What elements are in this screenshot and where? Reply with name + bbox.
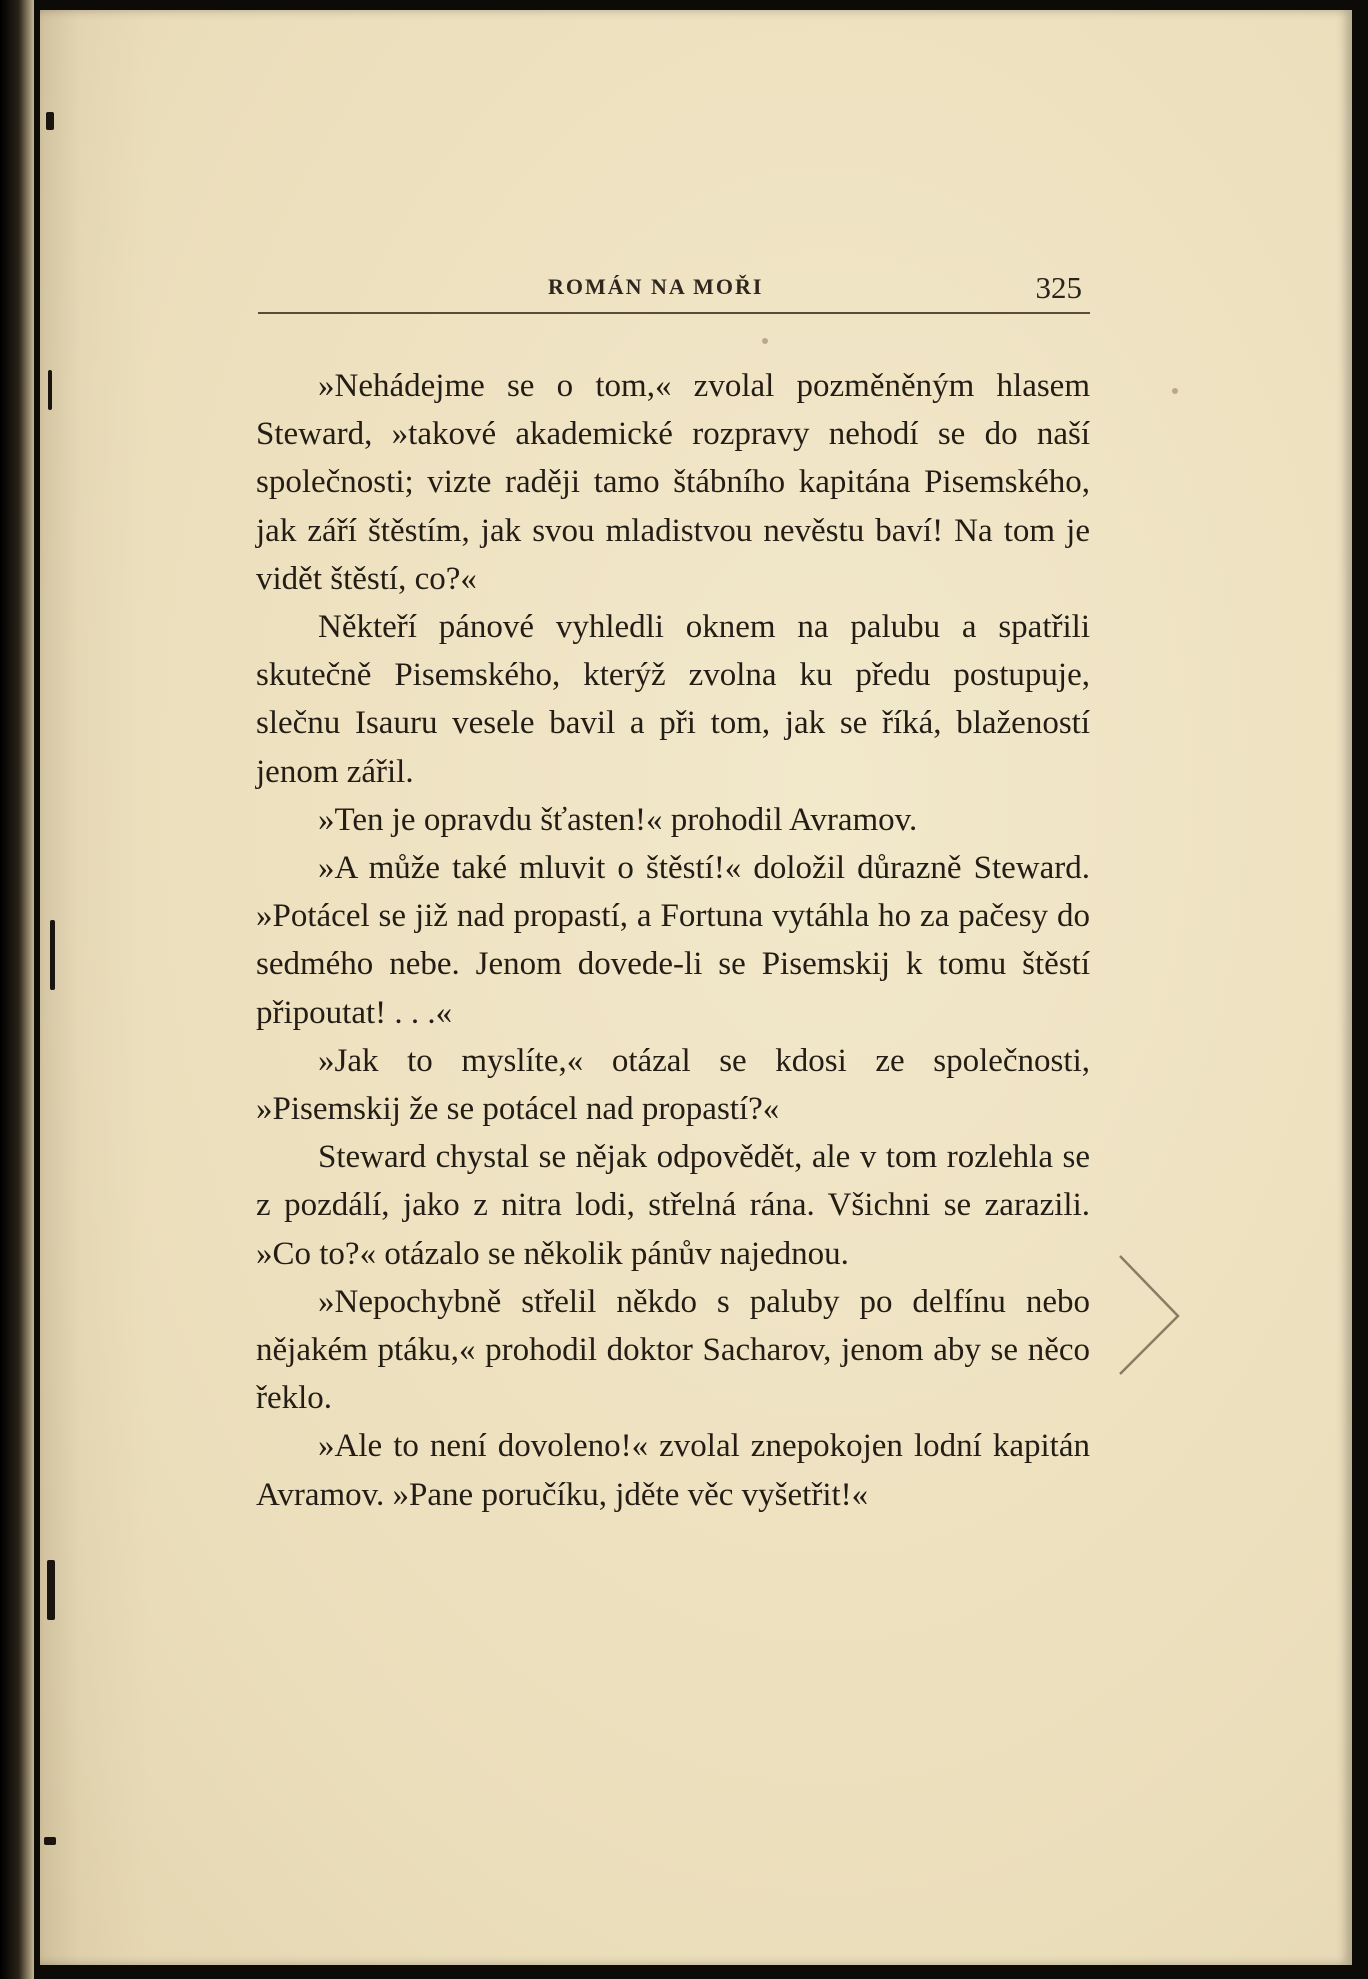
paragraph: »Ten je opravdu šťasten!« prohodil Avramov.: [318, 801, 918, 838]
paragraph: »Ale to není dovoleno!« zvolal znepokojen lodní kapitán Avramov. »Pane poručíku, jděte věc vyšetřit!«: [256, 1428, 1090, 1513]
paper-speck: [762, 338, 768, 344]
chevron-right-icon: [1110, 1250, 1190, 1380]
running-title: ROMÁN NA MOŘI: [548, 274, 764, 299]
body-text: [256, 362, 1090, 1519]
page-number: 325: [1035, 270, 1082, 305]
paper-speck: [1172, 388, 1178, 394]
paragraph: »Nepochybně střelil někdo s paluby po delfínu nebo nějakém ptáku,« prohodil doktor Sacharov, jenom aby se něco řeklo.: [256, 1283, 1090, 1417]
binding-mark: [48, 370, 52, 410]
binding-mark: [46, 112, 54, 130]
book-gutter: [0, 0, 34, 1979]
paragraph: Někteří pánové vyhledli oknem na palubu a spatřili skutečně Pisemského, kterýž zvolna ku předu postupuje, slečnu Isauru vesele bavil a při tom, jak se říká, blažeností jenom zářil.: [256, 609, 1090, 790]
paragraph: »Nehádejme se o tom,« zvolal pozměněným hlasem Steward, »takové akademické rozpravy nehodí se do naší společnosti; vizte raději tamo štábního kapitána Pisemského, jak září štěstím, jak svou mladistvou nevěstu baví! Na tom je vidět štěstí, co?«: [256, 368, 1090, 597]
paragraph: »Jak to myslíte,« otázal se kdosi ze společnosti, »Pisemskij že se potácel nad propastí?«: [256, 1042, 1090, 1128]
paragraph: Steward chystal se nějak odpovědět, ale v tom rozlehla se z pozdálí, jako z nitra lodi, střelná rána. Všichni se zarazili. »Co to?« otázalo se několik pánův najednou.: [256, 1139, 1090, 1272]
paragraph: »A může také mluvit o štěstí!« doložil důrazně Steward. »Potácel se již nad propastí, a Fortuna vytáhla ho za pačesy do sedmého nebe. Jenom dovede-li se Pisemskij k tomu štěstí připoutat! . . .«: [256, 850, 1090, 1031]
binding-mark: [44, 1837, 56, 1845]
binding-mark: [47, 1560, 55, 1620]
binding-mark: [50, 920, 55, 990]
header-rule: [258, 312, 1090, 314]
page-header: [258, 262, 1090, 312]
